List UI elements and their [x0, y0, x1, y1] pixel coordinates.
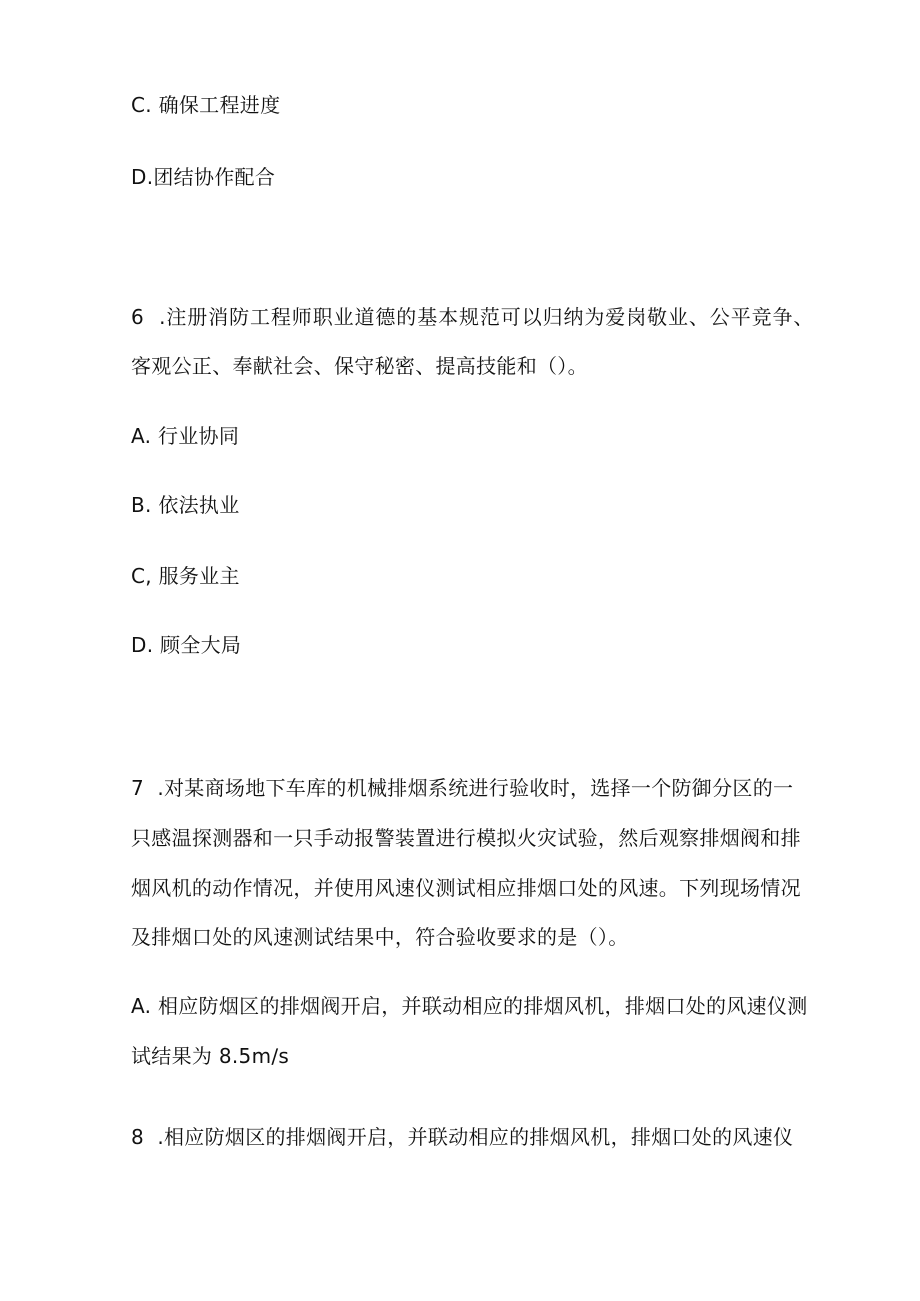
q7-stem-line-2: 只感温探测器和一只手动报警装置进行模拟火灾试验，然后观察排烟阀和排 — [131, 826, 801, 850]
q6-option-d: D. 顾全大局 — [131, 633, 242, 657]
q6-option-c: C, 服务业主 — [131, 564, 240, 588]
q6-option-b: B. 依法执业 — [131, 493, 240, 517]
q7-stem-line-3: 烟风机的动作情况，并使用风速仪测试相应排烟口处的风速。下列现场情况 — [131, 876, 801, 900]
q5-option-d: D.团结协作配合 — [131, 165, 276, 189]
q7-option-a-line-2: 试结果为 8.5m∕s — [131, 1044, 290, 1068]
q7-stem-line-4: 及排烟口处的风速测试结果中，符合验收要求的是（）。 — [131, 925, 629, 949]
q7-stem-line-1: 7 .对某商场地下车库的机械排烟系统进行验收时，选择一个防御分区的一 — [131, 776, 794, 800]
q7-option-a-line-1: A. 相应防烟区的排烟阀开启，并联动相应的排烟风机，排烟口处的风速仪测 — [131, 994, 808, 1018]
q6-stem-line-2: 客观公正、奉献社会、保守秘密、提高技能和（）。 — [131, 354, 588, 378]
q6-stem-line-1: 6 .注册消防工程师职业道德的基本规范可以归纳为爱岗敬业、公平竞争、 — [131, 305, 815, 329]
q6-option-a: A. 行业协同 — [131, 424, 240, 448]
q5-option-c: C. 确保工程进度 — [131, 93, 281, 117]
q8-stem-line-1: 8 .相应防烟区的排烟阀开启，并联动相应的排烟风机，排烟口处的风速仪 — [131, 1125, 794, 1149]
